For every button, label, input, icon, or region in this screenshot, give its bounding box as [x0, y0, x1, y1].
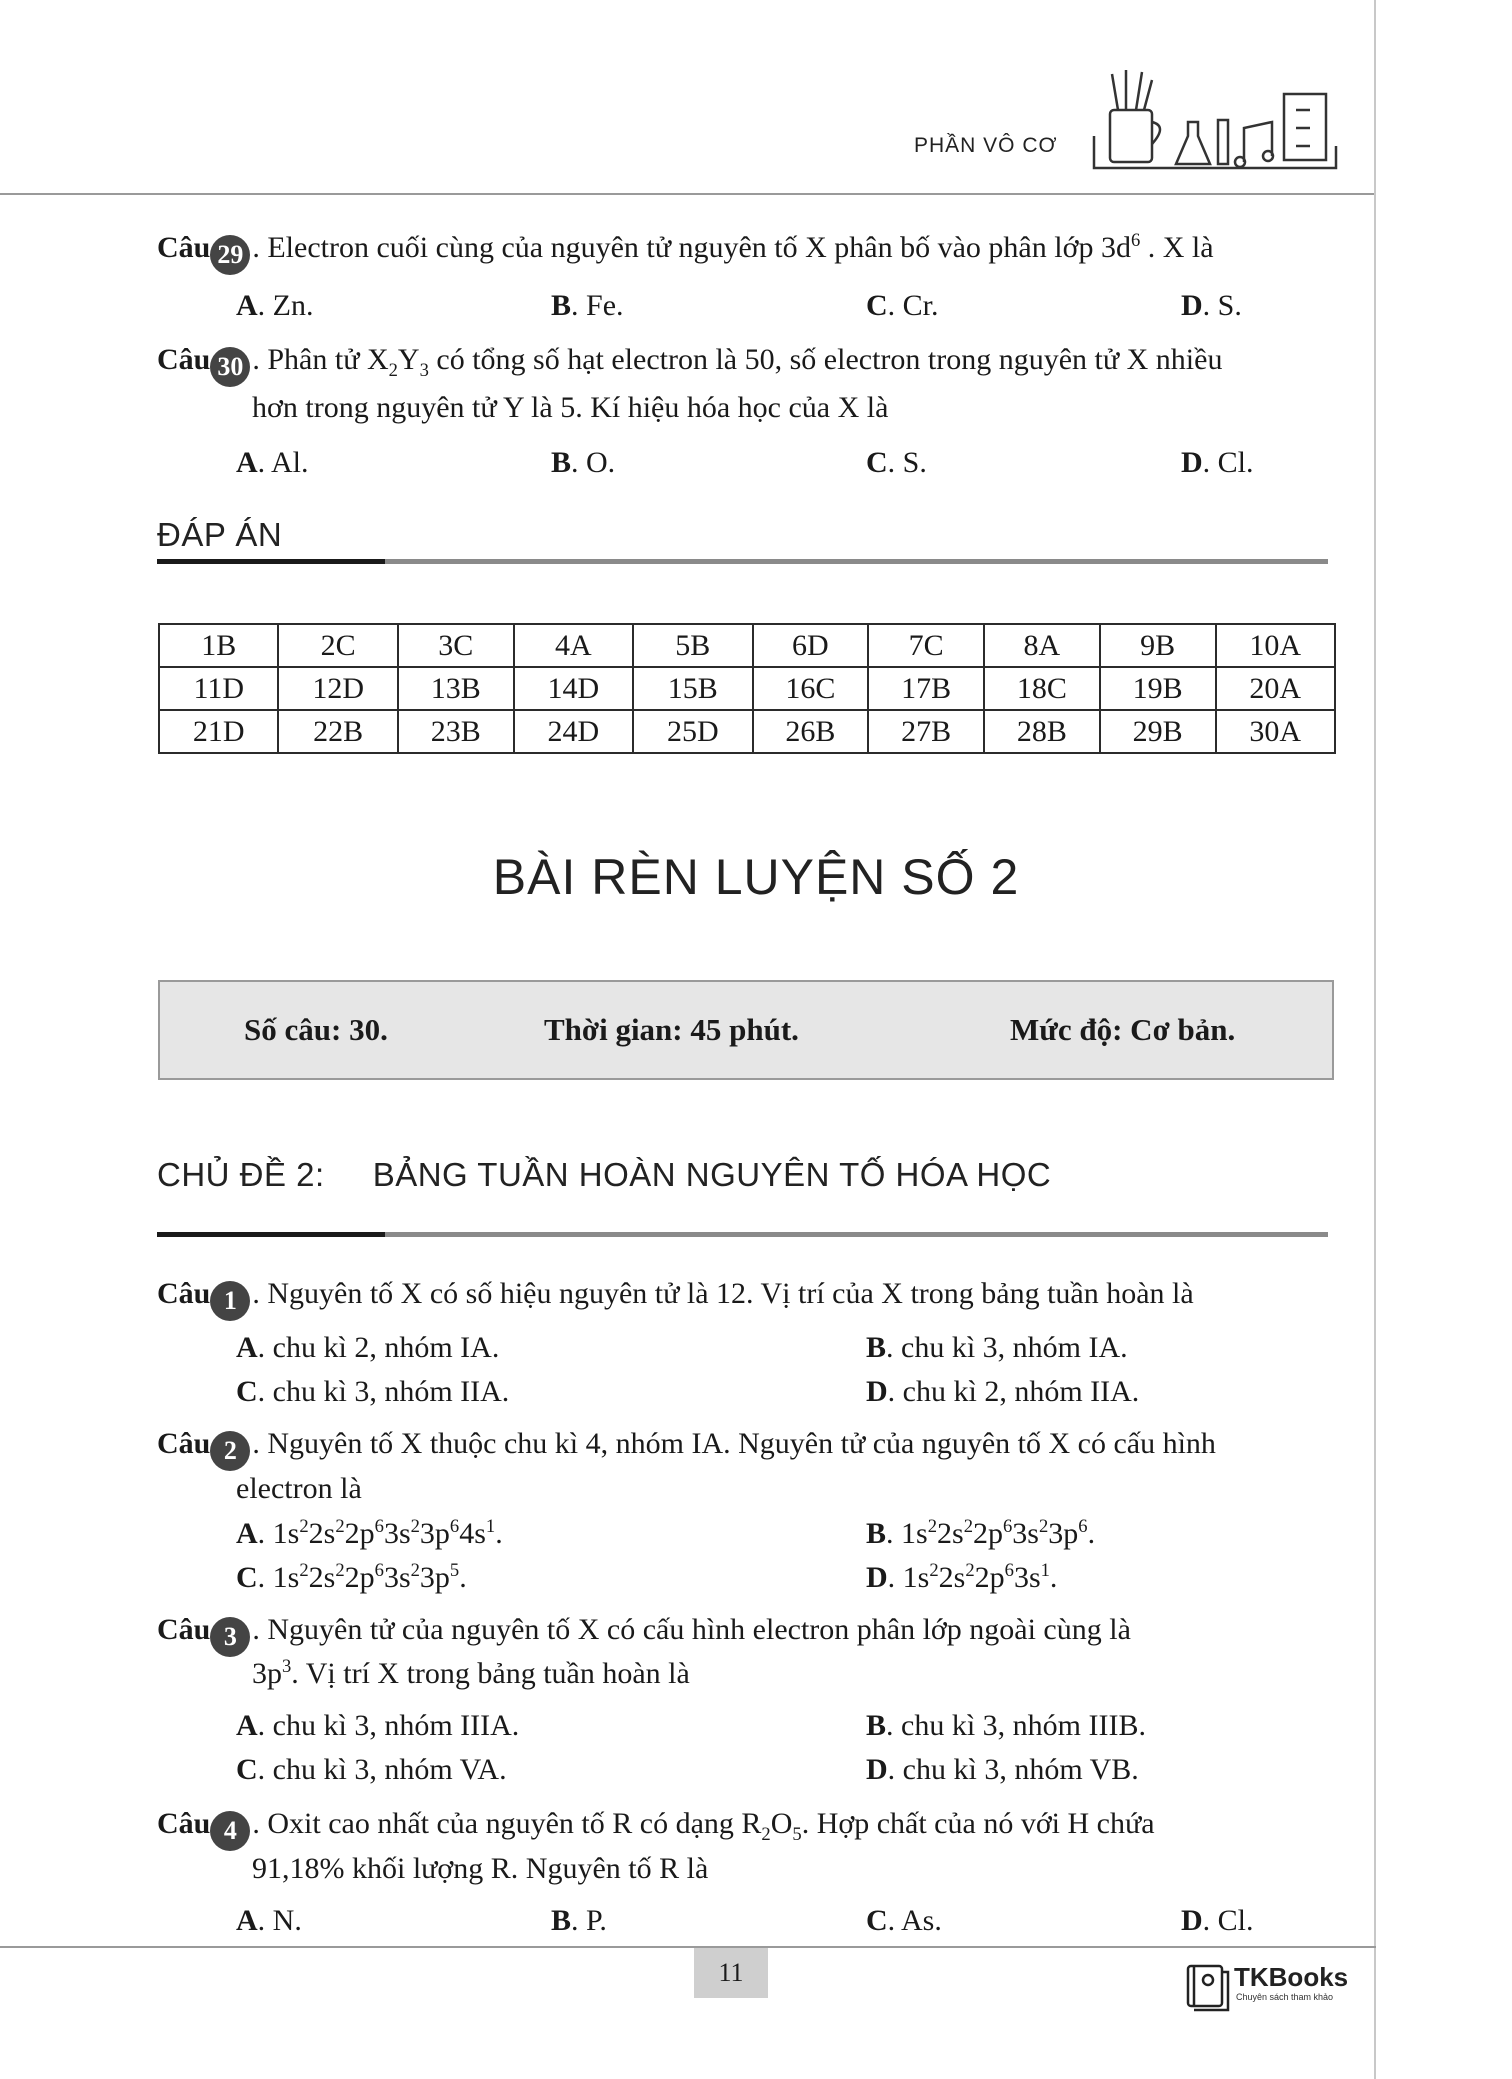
option-b: [551, 288, 624, 324]
option-text: . Cr.: [887, 289, 939, 322]
option-key: A: [236, 1904, 258, 1937]
option-text: . chu kì 2, nhóm IIA.: [887, 1375, 1140, 1408]
question-text: có tổng số hạt electron là 50, số electron trong nguyên tử X nhiều: [428, 343, 1223, 376]
table-row: [159, 710, 1335, 753]
option-key: C: [236, 1753, 258, 1786]
difficulty-level: Mức độ: Cơ bản.: [1010, 1012, 1236, 1047]
formula-part: . 1s: [886, 1517, 928, 1550]
superscript: 5: [449, 1560, 460, 1581]
superscript: 2: [410, 1516, 420, 1537]
option-a: [236, 288, 314, 324]
option-b: [551, 445, 615, 481]
question-text-line2: hơn trong nguyên tử Y là 5. Kí hiệu hóa học của X là: [252, 391, 889, 424]
option-text: . chu kì 3, nhóm VA.: [257, 1753, 507, 1786]
option-text: . chu kì 3, nhóm VB.: [887, 1753, 1139, 1786]
question-number-badge: 3: [210, 1617, 250, 1657]
superscript: 2: [299, 1516, 309, 1537]
option-c: [236, 1560, 467, 1596]
option-key: B: [551, 289, 572, 322]
book-logo-icon: [1184, 1962, 1232, 2012]
question-label: Câu: [157, 1807, 211, 1840]
option-key: B: [551, 446, 572, 479]
option-key: A: [236, 1517, 258, 1550]
question-text-tail: . X là: [1140, 231, 1214, 264]
option-d: [1181, 288, 1242, 324]
option-key: A: [236, 1331, 258, 1364]
table-cell: 4A: [514, 624, 633, 667]
table-cell: 20A: [1216, 667, 1336, 710]
question-29: [157, 230, 1214, 275]
superscript: 2: [299, 1560, 309, 1581]
question-text: O: [770, 1807, 793, 1840]
superscript: 2: [410, 1560, 420, 1581]
subscript: 5: [792, 1824, 802, 1845]
option-key: D: [866, 1753, 888, 1786]
option-c: [866, 1903, 942, 1939]
superscript: 2: [929, 1560, 939, 1581]
option-a: [236, 1903, 302, 1939]
option-text: . Cl.: [1202, 1904, 1254, 1937]
superscript: 6: [1002, 1516, 1013, 1537]
option-key: C: [866, 446, 888, 479]
question-label: Câu: [157, 1277, 211, 1310]
superscript: 6: [449, 1516, 460, 1537]
superscript: 2: [335, 1516, 345, 1537]
exercise-title: BÀI RÈN LUYỆN SỐ 2: [492, 849, 1020, 905]
superscript: 2: [963, 1516, 973, 1537]
option-c: [236, 1374, 509, 1410]
question-text-line2: electron là: [236, 1472, 362, 1505]
table-cell: 30A: [1216, 710, 1336, 753]
formula-part: .: [1049, 1561, 1058, 1594]
option-d: [866, 1374, 1139, 1410]
option-text: . chu kì 3, nhóm IIIA.: [257, 1709, 520, 1742]
table-cell: 29B: [1100, 710, 1216, 753]
exercise-info-box: [158, 980, 1334, 1080]
formula-part: .: [1087, 1517, 1096, 1550]
option-key: A: [236, 289, 258, 322]
formula-part: 3s: [383, 1561, 411, 1594]
table-cell: 5B: [633, 624, 752, 667]
section-rule-light: [385, 1232, 1328, 1237]
footer-rule: [0, 1946, 1376, 1948]
option-key: B: [866, 1517, 887, 1550]
formula-part: 3p: [1048, 1517, 1079, 1550]
question-label: Câu: [157, 343, 211, 376]
table-cell: 18C: [984, 667, 1100, 710]
table-cell: 22B: [278, 710, 397, 753]
question-text-line2: 91,18% khối lượng R. Nguyên tố R là: [252, 1852, 709, 1885]
table-cell: 23B: [398, 710, 514, 753]
option-text: . As.: [887, 1904, 942, 1937]
option-key: C: [236, 1561, 258, 1594]
table-cell: 25D: [633, 710, 752, 753]
table-cell: 8A: [984, 624, 1100, 667]
header-title: PHẦN VÔ CƠ: [914, 134, 1058, 157]
question-number-badge: 4: [210, 1811, 250, 1851]
topic-label: CHỦ ĐỀ 2:: [157, 1156, 325, 1193]
option-a: [236, 445, 309, 481]
question-text: . Nguyên tố X có số hiệu nguyên tử là 12. Vị trí của X trong bảng tuần hoàn là: [252, 1277, 1194, 1310]
option-text: . N.: [257, 1904, 302, 1937]
table-cell: 14D: [514, 667, 633, 710]
header-rule: [0, 193, 1376, 195]
table-cell: 11D: [159, 667, 278, 710]
subscript: 2: [761, 1824, 771, 1845]
option-c: [236, 1752, 507, 1788]
superscript: 2: [965, 1560, 975, 1581]
table-cell: 6D: [753, 624, 869, 667]
option-key: D: [866, 1375, 888, 1408]
answers-table: [158, 623, 1336, 754]
option-c: [866, 288, 939, 324]
option-key: D: [866, 1561, 888, 1594]
option-key: D: [1181, 1904, 1203, 1937]
table-cell: 10A: [1216, 624, 1336, 667]
formula-part: 4s: [459, 1517, 486, 1550]
section-rule-dark: [157, 559, 385, 564]
superscript: 3: [282, 1656, 292, 1677]
superscript: 6: [1130, 230, 1141, 251]
table-cell: 21D: [159, 710, 278, 753]
formula-part: 3s: [1013, 1561, 1041, 1594]
option-key: B: [551, 1904, 572, 1937]
option-key: C: [866, 1904, 888, 1937]
question-2: [157, 1426, 1216, 1471]
table-cell: 16C: [753, 667, 869, 710]
option-c: [866, 445, 927, 481]
option-text: . O.: [571, 446, 616, 479]
option-key: B: [866, 1709, 887, 1742]
question-4: [157, 1806, 1155, 1851]
option-b: [866, 1330, 1128, 1366]
page-right-border: [1374, 0, 1376, 2079]
option-text: . Al.: [257, 446, 309, 479]
table-cell: 17B: [868, 667, 984, 710]
superscript: 2: [335, 1560, 345, 1581]
question-1: [157, 1276, 1194, 1321]
option-text: . chu kì 3, nhóm IIA.: [257, 1375, 510, 1408]
formula-part: 2p: [344, 1517, 375, 1550]
subscript: 2: [388, 360, 398, 381]
question-text: . Phân tử X: [252, 343, 389, 376]
table-row: [159, 624, 1335, 667]
option-text: . Cl.: [1202, 446, 1254, 479]
option-b: [866, 1708, 1146, 1744]
option-d: [866, 1560, 1057, 1596]
superscript: 1: [1040, 1560, 1050, 1581]
table-cell: 19B: [1100, 667, 1216, 710]
question-text: . Oxit cao nhất của nguyên tố R có dạng R: [252, 1807, 762, 1840]
option-a: [236, 1516, 503, 1552]
question-count: Số câu: 30.: [244, 1012, 388, 1047]
table-cell: 12D: [278, 667, 397, 710]
page-number: 11: [694, 1948, 768, 1998]
answers-heading: ĐÁP ÁN: [157, 516, 283, 553]
option-b: [866, 1516, 1095, 1552]
question-text: . Hợp chất của nó với H chứa: [801, 1807, 1155, 1840]
option-b: [551, 1903, 607, 1939]
table-cell: 15B: [633, 667, 752, 710]
question-text: . Nguyên tử của nguyên tố X có cấu hình electron phân lớp ngoài cùng là: [252, 1613, 1131, 1646]
superscript: 6: [1004, 1560, 1014, 1581]
table-cell: 13B: [398, 667, 514, 710]
formula-part: 2p: [344, 1561, 375, 1594]
topic-name: BẢNG TUẦN HOÀN NGUYÊN TỐ HÓA HỌC: [372, 1156, 1052, 1193]
formula-part: 2s: [308, 1561, 336, 1594]
table-cell: 1B: [159, 624, 278, 667]
formula-part: 2s: [308, 1517, 336, 1550]
brand-tagline: Chuyên sách tham khảo: [1236, 1992, 1334, 2002]
option-text: . P.: [571, 1904, 607, 1937]
option-text: . S.: [887, 446, 927, 479]
formula-part: 2p: [972, 1517, 1003, 1550]
formula-part: 3p: [419, 1561, 450, 1594]
question-text-line2: [252, 1656, 690, 1692]
option-d: [1181, 1903, 1254, 1939]
superscript: 6: [374, 1516, 384, 1537]
superscript: 6: [1078, 1516, 1088, 1537]
superscript: 1: [485, 1516, 496, 1537]
option-a: [236, 1708, 519, 1744]
formula-part: . 1s: [887, 1561, 930, 1594]
option-text: . Fe.: [571, 289, 624, 322]
option-key: A: [236, 446, 258, 479]
question-text: . Electron cuối cùng của nguyên tử nguyên tố X phân bố vào phân lớp 3d: [252, 231, 1131, 264]
formula-part: .: [459, 1561, 467, 1594]
table-cell: 26B: [753, 710, 869, 753]
option-key: C: [236, 1375, 258, 1408]
brand-name: TKBooks: [1234, 1962, 1349, 1992]
formula-part: 2s: [938, 1561, 966, 1594]
question-text: Y: [397, 343, 420, 376]
formula-part: . 1s: [257, 1517, 300, 1550]
option-a: [236, 1330, 499, 1366]
table-cell: 9B: [1100, 624, 1216, 667]
option-d: [866, 1752, 1139, 1788]
subscript: 3: [419, 360, 429, 381]
option-d: [1181, 445, 1254, 481]
formula-part: 3p: [252, 1657, 282, 1690]
option-text: . chu kì 2, nhóm IA.: [257, 1331, 500, 1364]
superscript: 6: [374, 1560, 384, 1581]
question-30: [157, 342, 1222, 387]
formula-part: .: [495, 1517, 503, 1550]
formula-part: 3s: [383, 1517, 411, 1550]
option-key: D: [1181, 446, 1203, 479]
stationery-illustration-icon: [1086, 66, 1341, 174]
formula-part: 3s: [1012, 1517, 1039, 1550]
option-text: . chu kì 3, nhóm IA.: [886, 1331, 1128, 1364]
table-cell: 7C: [868, 624, 984, 667]
table-row: [159, 667, 1335, 710]
question-label: Câu: [157, 1613, 211, 1646]
question-number-badge: 30: [210, 347, 250, 387]
table-cell: 2C: [278, 624, 397, 667]
table-cell: 3C: [398, 624, 514, 667]
question-text: . Vị trí X trong bảng tuần hoàn là: [291, 1657, 690, 1690]
topic-heading: [157, 1156, 1051, 1194]
option-text: . chu kì 3, nhóm IIIB.: [886, 1709, 1146, 1742]
question-number-badge: 29: [210, 235, 250, 275]
formula-part: . 1s: [257, 1561, 300, 1594]
option-text: . S.: [1202, 289, 1242, 322]
question-text: . Nguyên tố X thuộc chu kì 4, nhóm IA. Nguyên tử của nguyên tố X có cấu hình: [252, 1427, 1216, 1460]
superscript: 2: [1038, 1516, 1049, 1537]
formula-part: 3p: [419, 1517, 450, 1550]
question-number-badge: 1: [210, 1281, 250, 1321]
question-number-badge: 2: [210, 1431, 250, 1471]
option-key: C: [866, 289, 888, 322]
option-key: D: [1181, 289, 1203, 322]
section-rule-dark: [157, 1232, 385, 1237]
section-rule-light: [385, 559, 1328, 564]
question-label: Câu: [157, 231, 211, 264]
question-3: [157, 1612, 1131, 1657]
option-key: A: [236, 1709, 258, 1742]
table-cell: 27B: [868, 710, 984, 753]
time-limit: Thời gian: 45 phút.: [544, 1012, 799, 1047]
option-text: . Zn.: [257, 289, 314, 322]
question-label: Câu: [157, 1427, 211, 1460]
table-cell: 24D: [514, 710, 633, 753]
table-cell: 28B: [984, 710, 1100, 753]
superscript: 2: [927, 1516, 937, 1537]
formula-part: 2p: [974, 1561, 1005, 1594]
option-key: B: [866, 1331, 887, 1364]
formula-part: 2s: [937, 1517, 964, 1550]
